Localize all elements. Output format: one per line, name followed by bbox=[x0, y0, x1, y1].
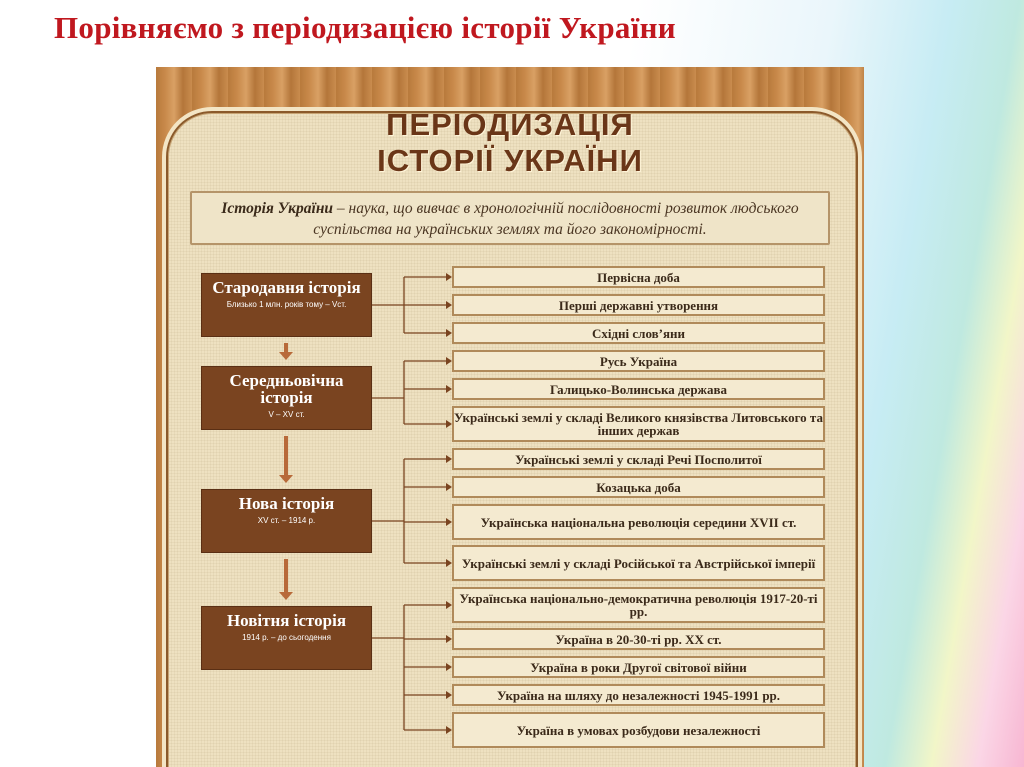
subperiod-box: Українські землі у складі Великого князівства Литовського та інших держав bbox=[452, 406, 825, 442]
period-name: Новітня історія bbox=[226, 611, 347, 630]
subperiod-box: Україна на шляху до незалежності 1945-1991 рр. bbox=[452, 684, 825, 706]
period-box bbox=[201, 606, 372, 670]
period-box bbox=[201, 489, 372, 553]
period-box bbox=[201, 273, 372, 337]
subperiod-box: Україна в умовах розбудови незалежності bbox=[452, 712, 825, 748]
period-name: Нова історія bbox=[238, 494, 335, 513]
period-name: Стародавня історія bbox=[212, 278, 361, 297]
subperiod-box: Україна в роки Другої світової війни bbox=[452, 656, 825, 678]
subperiod-box: Русь Україна bbox=[452, 350, 825, 372]
period-dates: 1914 р. – до сьогодення bbox=[242, 633, 331, 642]
definition-text: – наука, що вивчає в хронологічній послідовності розвиток людського суспільства на українських землях та його закономірності. bbox=[313, 200, 799, 238]
subperiod-box: Східні слов’яни bbox=[452, 322, 825, 344]
subperiod-box: Перші державні утворення bbox=[452, 294, 825, 316]
subperiod-box: Україна в 20-30-ті рр. ХХ ст. bbox=[452, 628, 825, 650]
poster-title-line1: ПЕРІОДИЗАЦІЯ bbox=[386, 107, 634, 142]
period-dates: V – XV ст. bbox=[268, 410, 305, 419]
subperiod-box: Первісна доба bbox=[452, 266, 825, 288]
slide-title: Порівняємо з періодизацією історії України bbox=[54, 10, 676, 45]
period-arrow-head bbox=[279, 592, 293, 600]
subperiod-box: Галицько-Волинська держава bbox=[452, 378, 825, 400]
period-arrow-head bbox=[279, 475, 293, 483]
period-dates: XV ст. – 1914 р. bbox=[257, 516, 316, 525]
periodization-poster bbox=[156, 67, 864, 767]
definition-term: Історія України bbox=[221, 200, 334, 217]
subperiod-box: Українська національно-демократична революція 1917-20-ті рр. bbox=[452, 587, 825, 623]
subperiod-box: Козацька доба bbox=[452, 476, 825, 498]
subperiod-box: Українські землі у складі Речі Посполитої bbox=[452, 448, 825, 470]
period-arrow-head bbox=[279, 352, 293, 360]
period-dates: Близько 1 млн. років тому – Vст. bbox=[226, 300, 347, 309]
subperiod-box: Українська національна революція середини XVII ст. bbox=[452, 504, 825, 540]
period-box bbox=[201, 366, 372, 430]
poster-title-line2: ІСТОРІЇ УКРАЇНИ bbox=[377, 143, 643, 178]
subperiod-box: Українські землі у складі Російської та Австрійської імперії bbox=[452, 545, 825, 581]
period-name: Середньовічна історія bbox=[229, 371, 344, 407]
